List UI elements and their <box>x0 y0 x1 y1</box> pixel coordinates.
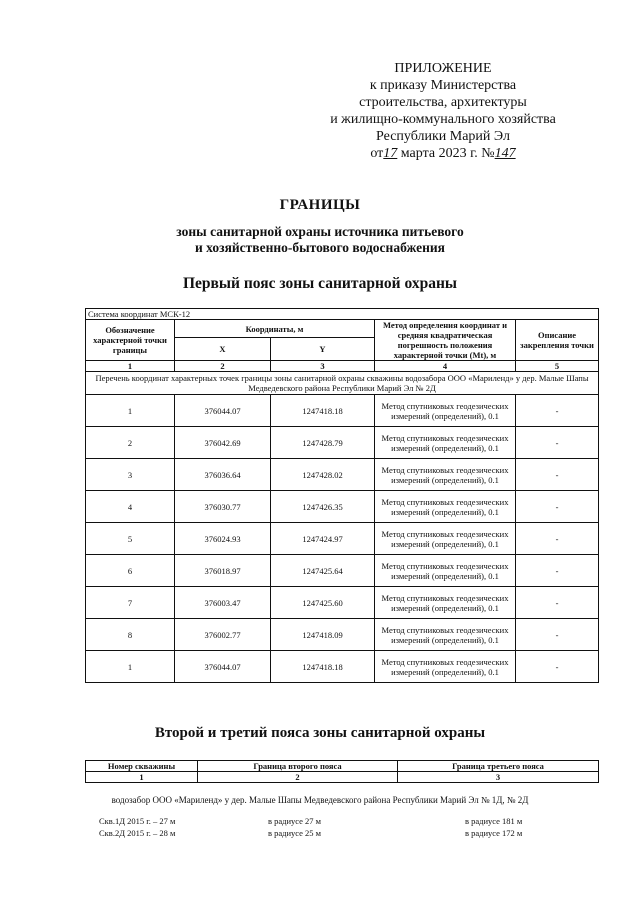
header-description: Описание закрепления точки <box>516 320 599 361</box>
cell-point: 4 <box>86 491 175 523</box>
coordinates-body <box>86 395 599 683</box>
appendix-line: Республики Марий Эл <box>376 129 510 144</box>
coordinate-system: Система координат МСК-12 <box>86 309 599 320</box>
header-method: Метод определения координат и средняя квадратическая погрешность положения характерной точки (Mt), м <box>375 320 516 361</box>
cell-description: - <box>516 459 599 491</box>
header-row <box>86 320 599 338</box>
col-number: 3 <box>398 772 599 783</box>
cell-method: Метод спутниковых геодезических измерений (определений), 0.1 <box>375 619 516 651</box>
intake-note: водозабор ООО «Мариленд» у дер. Малые Шапы Медведевского района Республики Марий Эл № 1Д, № 2Д <box>111 795 529 805</box>
cell-point: 6 <box>86 555 175 587</box>
header-x: X <box>175 338 271 361</box>
belt1-coordinates-table <box>85 308 599 683</box>
appendix-header <box>298 60 588 162</box>
cell-point: 3 <box>86 459 175 491</box>
cell-description: - <box>516 523 599 555</box>
cell-y: 1247428.79 <box>271 427 375 459</box>
cell-method: Метод спутниковых геодезических измерений (определений), 0.1 <box>375 427 516 459</box>
cell-y: 1247418.18 <box>271 651 375 683</box>
table-row <box>86 395 599 427</box>
date-day: 17 <box>383 146 398 161</box>
cell-y: 1247428.02 <box>271 459 375 491</box>
cell-y: 1247424.97 <box>271 523 375 555</box>
table-row <box>86 427 599 459</box>
table-row <box>86 587 599 619</box>
cell-method: Метод спутниковых геодезических измерений (определений), 0.1 <box>375 459 516 491</box>
belt23-table <box>85 760 599 783</box>
appendix-line: к приказу Министерства <box>369 78 517 93</box>
document-subtitle <box>0 224 640 256</box>
belt1-title: Первый пояс зоны санитарной охраны <box>182 275 457 292</box>
cell-description: - <box>516 491 599 523</box>
cell-y: 1247425.60 <box>271 587 375 619</box>
cell-description: - <box>516 651 599 683</box>
col-number: 1 <box>86 772 198 783</box>
cell-method: Метод спутниковых геодезических измерений (определений), 0.1 <box>375 395 516 427</box>
cell-description: - <box>516 427 599 459</box>
appendix-line: и жилищно-коммунального хозяйства <box>330 112 556 127</box>
date-prefix: от <box>370 146 384 161</box>
cell-description: - <box>516 587 599 619</box>
cell-x: 376042.69 <box>175 427 271 459</box>
cell-point: 1 <box>86 395 175 427</box>
cell-x: 376036.64 <box>175 459 271 491</box>
header-y: Y <box>271 338 375 361</box>
cell-x: 376003.47 <box>175 587 271 619</box>
header-third-belt: Граница третьего пояса <box>398 761 599 772</box>
col-number: 2 <box>175 361 271 372</box>
cell-point: 2 <box>86 427 175 459</box>
zone-third-belt: в радиусе 181 м <box>465 816 523 826</box>
system-row <box>86 309 599 320</box>
col-number: 3 <box>271 361 375 372</box>
cell-x: 376044.07 <box>175 651 271 683</box>
cell-method: Метод спутниковых геодезических измерений (определений), 0.1 <box>375 555 516 587</box>
table-row <box>86 491 599 523</box>
header-coordinates: Координаты, м <box>175 320 375 338</box>
subtitle-line: и хозяйственно-бытового водоснабжения <box>195 240 445 255</box>
cell-point: 8 <box>86 619 175 651</box>
cell-x: 376044.07 <box>175 395 271 427</box>
table-row <box>86 523 599 555</box>
cell-description: - <box>516 395 599 427</box>
cell-method: Метод спутниковых геодезических измерений (определений), 0.1 <box>375 651 516 683</box>
cell-point: 7 <box>86 587 175 619</box>
cell-description: - <box>516 555 599 587</box>
cell-x: 376018.97 <box>175 555 271 587</box>
header-second-belt: Граница второго пояса <box>198 761 398 772</box>
cell-point: 5 <box>86 523 175 555</box>
order-number: 147 <box>494 146 516 161</box>
cell-method: Метод спутниковых геодезических измерений (определений), 0.1 <box>375 587 516 619</box>
zone-well: Скв.1Д 2015 г. – 27 м <box>99 816 176 826</box>
cell-point: 1 <box>86 651 175 683</box>
table-row <box>86 555 599 587</box>
list-title: Перечень координат характерных точек границы зоны санитарной охраны скважины водозабора ООО «Мариленд» у дер. Малые Шапы Медведевского района Республики Марий Эл № 2Д <box>86 372 599 395</box>
appendix-line: строительства, архитектуры <box>359 95 527 110</box>
cell-method: Метод спутниковых геодезических измерений (определений), 0.1 <box>375 491 516 523</box>
header-well-number: Номер скважины <box>86 761 198 772</box>
appendix-date <box>298 145 588 162</box>
appendix-title: ПРИЛОЖЕНИЕ <box>394 61 492 76</box>
zone-well: Скв.2Д 2015 г. – 28 м <box>99 828 176 838</box>
zone-third-belt: в радиусе 172 м <box>465 828 523 838</box>
zone-second-belt: в радиусе 25 м <box>268 828 322 838</box>
cell-x: 376024.93 <box>175 523 271 555</box>
col-number: 4 <box>375 361 516 372</box>
cell-x: 376030.77 <box>175 491 271 523</box>
table-row <box>86 651 599 683</box>
belt23-title: Второй и третий пояса зоны санитарной охраны <box>154 725 486 741</box>
table-row <box>86 459 599 491</box>
column-numbers-row <box>86 772 599 783</box>
zone-second-belt: в радиусе 27 м <box>268 816 322 826</box>
table-row <box>86 619 599 651</box>
cell-method: Метод спутниковых геодезических измерений (определений), 0.1 <box>375 523 516 555</box>
cell-description: - <box>516 619 599 651</box>
column-numbers-row <box>86 361 599 372</box>
col-number: 5 <box>516 361 599 372</box>
cell-y: 1247418.09 <box>271 619 375 651</box>
header-designation: Обозначение характерной точки границы <box>86 320 175 361</box>
subtitle-line: зоны санитарной охраны источника питьевого <box>176 224 464 239</box>
cell-x: 376002.77 <box>175 619 271 651</box>
document-title: ГРАНИЦЫ <box>279 197 361 213</box>
cell-y: 1247426.35 <box>271 491 375 523</box>
date-rest: марта 2023 г. № <box>400 146 495 161</box>
list-title-row <box>86 372 599 395</box>
header-row <box>86 761 599 772</box>
cell-y: 1247418.18 <box>271 395 375 427</box>
col-number: 2 <box>198 772 398 783</box>
cell-y: 1247425.64 <box>271 555 375 587</box>
col-number: 1 <box>86 361 175 372</box>
